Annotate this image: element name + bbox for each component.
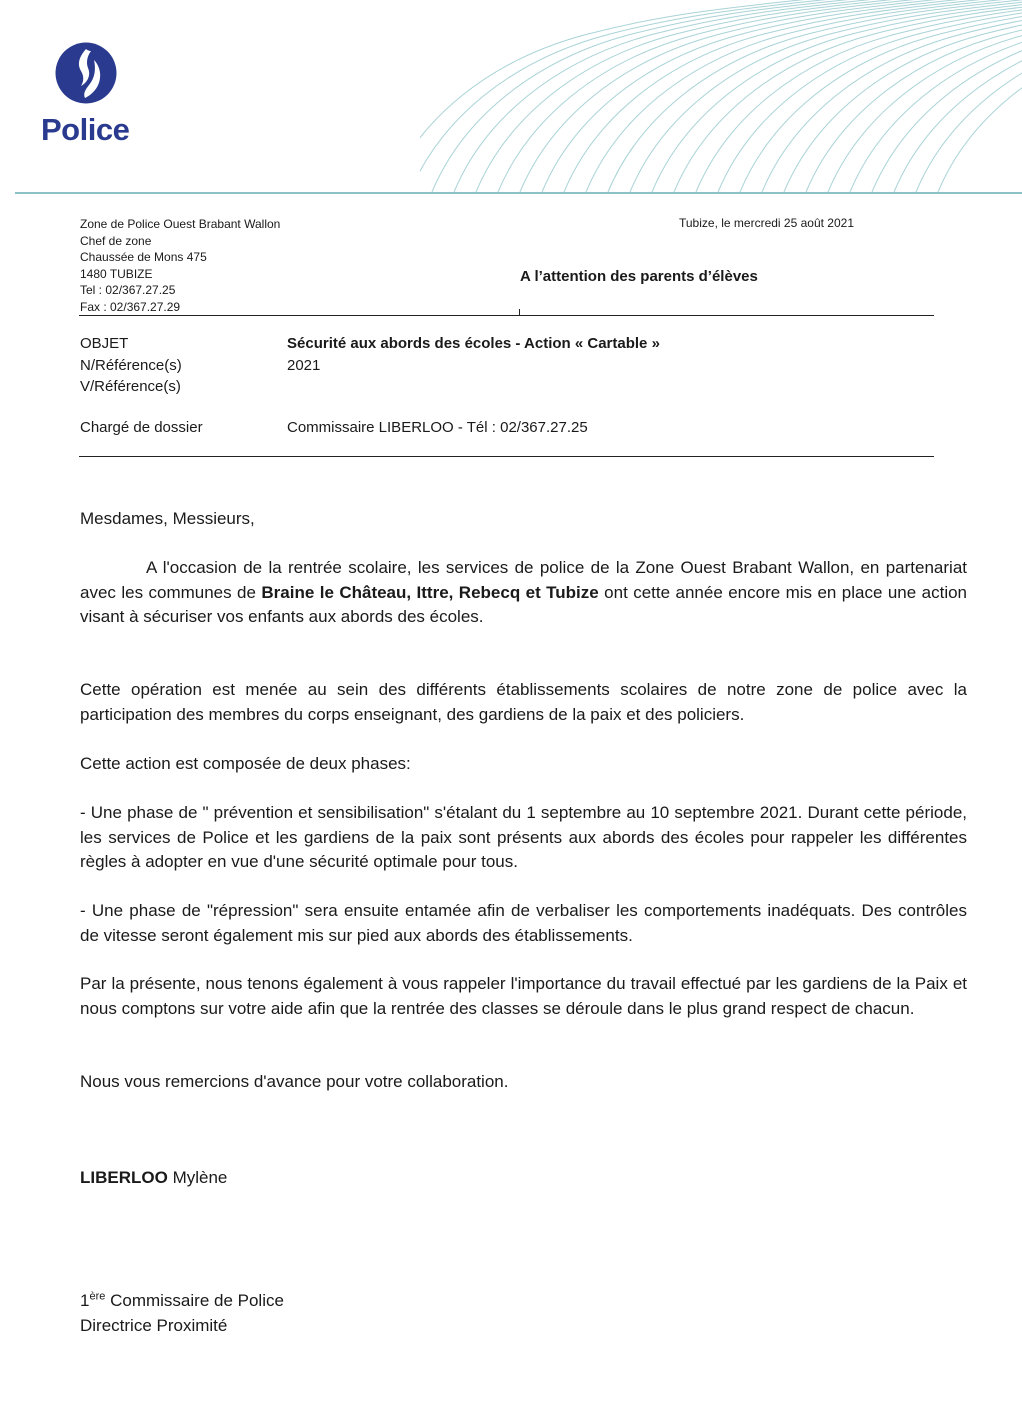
rank-title: Commissaire de Police bbox=[105, 1291, 284, 1310]
meta-bottom-rule bbox=[79, 456, 934, 457]
signatory-surname: LIBERLOO bbox=[80, 1168, 168, 1187]
sender-address bbox=[80, 216, 280, 316]
wave-line bbox=[420, 0, 910, 192]
signatory-firstname: Mylène bbox=[167, 1168, 228, 1187]
rule-tick bbox=[519, 309, 520, 316]
header-wave-pattern bbox=[420, 0, 1022, 192]
header-divider bbox=[15, 192, 1022, 194]
signatory-role: Directrice Proximité bbox=[80, 1316, 228, 1335]
intro-text: A l'occasion de la rentrée scolaire, les services de police de la Zone Ouest Brabant Wallon, en partenariat avec les communes de bbox=[80, 558, 967, 602]
vref-label: V/Référence(s) bbox=[80, 378, 181, 395]
charge-value: Commissaire LIBERLOO - Tél : 02/367.27.25 bbox=[287, 419, 588, 436]
communes-list: Braine le Château, Ittre, Rebecq et Tubize bbox=[261, 582, 599, 602]
paragraph-operation: Cette opération est menée au sein des différents établissements scolaires de notre zone de police avec la participation des membres du corps enseignant, des gardiens de la paix et des policiers. bbox=[80, 680, 967, 724]
sender-line: Chef de zone bbox=[80, 233, 152, 248]
logo-text: Police bbox=[41, 112, 130, 147]
wave-line bbox=[762, 0, 1022, 192]
rank-superscript: ère bbox=[89, 1290, 106, 1303]
charge-label: Chargé de dossier bbox=[80, 419, 203, 436]
wave-line bbox=[784, 0, 1022, 192]
nref-label: N/Référence(s) bbox=[80, 357, 182, 374]
paragraph-reminder: Par la présente, nous tenons également à vous rappeler l'importance du travail effectué par les gardiens de la Paix et nous comptons sur votre aide afin que la rentrée des classes se déroule dans le plus grand respect de chacun. bbox=[80, 974, 967, 1018]
paragraph-prevention: - Une phase de " prévention et sensibilisation" s'étalant du 1 septembre au 10 septembre 2021. Durant cette période, les services de Police et les gardiens de la paix sont présents aux abords des écoles pour rappeler les différentes règles à adopter en vue d'une sécurité optimale pour tous. bbox=[80, 803, 967, 871]
nref-value: 2021 bbox=[287, 357, 321, 374]
wave-line bbox=[542, 0, 1022, 192]
wave-line bbox=[740, 0, 1022, 192]
objet-label: OBJET bbox=[80, 335, 129, 352]
police-flame-logo-icon bbox=[55, 42, 117, 104]
wave-line bbox=[652, 0, 1022, 192]
sender-line: Tel : 02/367.27.25 bbox=[80, 283, 176, 298]
recipient-line: A l’attention des parents d’élèves bbox=[520, 268, 758, 285]
sender-line: Fax : 02/367.27.29 bbox=[80, 299, 181, 314]
salutation: Mesdames, Messieurs, bbox=[80, 509, 255, 528]
signatory-name bbox=[80, 1168, 227, 1188]
paragraph-thanks: Nous vous remercions d'avance pour votre collaboration. bbox=[80, 1072, 509, 1091]
wave-line bbox=[850, 0, 1022, 192]
letter-date: Tubize, le mercredi 25 août 2021 bbox=[679, 216, 854, 230]
paragraph-repression: - Une phase de "répression" sera ensuite entamée afin de verbaliser les comportements inadéquats. Des contrôles de vitesse seront également mis sur pied aux abords des établissements. bbox=[80, 901, 967, 945]
meta-top-rule bbox=[79, 315, 934, 316]
wave-line bbox=[938, 0, 1022, 192]
wave-line bbox=[696, 0, 1022, 192]
paragraph-intro bbox=[80, 556, 967, 630]
sender-line: 1480 TUBIZE bbox=[80, 266, 153, 281]
intro-text-end: ont cette année encore mis en place une action visant à sécuriser vos enfants aux abords des écoles. bbox=[80, 582, 968, 626]
rank-number: 1 bbox=[80, 1291, 90, 1310]
sender-line: Zone de Police Ouest Brabant Wallon bbox=[80, 217, 281, 231]
paragraph-phases: Cette action est composée de deux phases: bbox=[80, 754, 411, 773]
sender-line: Chaussée de Mons 475 bbox=[80, 250, 207, 265]
objet-value: Sécurité aux abords des écoles - Action « Cartable » bbox=[287, 335, 660, 352]
wave-line bbox=[894, 0, 1022, 192]
signatory-rank bbox=[80, 1291, 284, 1311]
